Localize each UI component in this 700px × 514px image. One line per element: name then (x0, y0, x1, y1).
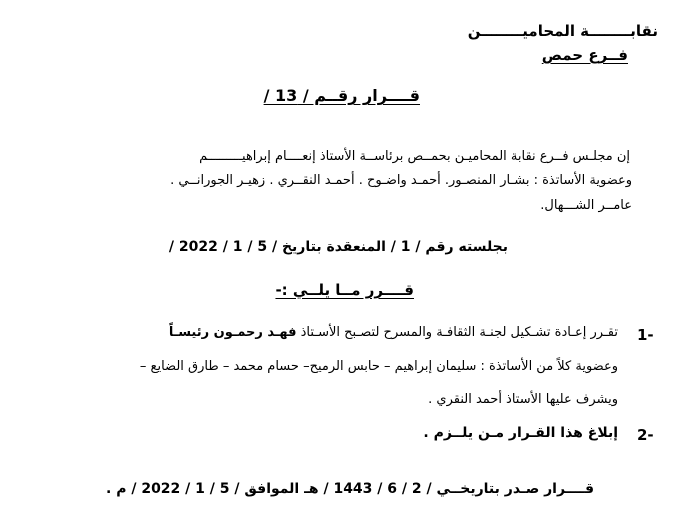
decided-heading: قــــرر مــا يلــي :- (275, 281, 414, 299)
item-1-number: 1- (637, 326, 654, 344)
item-2-number: 2- (637, 426, 654, 444)
item-2-text: إبلاغ هذا القـرار مـن يلــزم . (423, 425, 618, 441)
org-name: نقابــــــــة المحاميــــــــن (467, 22, 658, 40)
item-1-chair: فهـد رحمـون رئيسـاً (168, 325, 297, 340)
decision-title: قــــرار رقــم / 13 / (263, 86, 420, 105)
item-1-text: تقـرر إعـادة تشـكيل لجنـة الثقافـة والمسرح لتصـبح الأسـتاذ (300, 325, 618, 340)
preamble-line-2: وعضوية الأساتذة : بشـار المنصـور. أحمـد واضـوح . أحمـد النقــري . زهيـر الجورانــي . (170, 173, 632, 188)
preamble-line-3: عامــر الشـــهال. (540, 198, 632, 213)
session-line: بجلسته رقم / 1 / المنعقدة بتاريخ / 5 / 1 / 2022 / (168, 239, 508, 255)
item-1-line-2: وعضوية كلاً من الأساتذة : سليمان إبراهيم – حابس الرميح– حسام محمد – طارق الضايع – (139, 359, 618, 374)
branch-name: فــرع حمص (541, 46, 628, 64)
issue-date-line: قــــرار صـدر بتاريخــي / 2 / 6 / 1443 / هـ الموافق / 5 / 1 / 2022 / م . (106, 481, 594, 497)
item-1-line-3: ويشرف عليها الأستاذ أحمد النقري . (428, 392, 618, 407)
preamble-line-1: إن مجلـس فــرع نقابة المحاميـن بحمــص برئاســة الأستاذ إنعــــام إبراهيـــــــــم (199, 149, 630, 164)
item-1-line-1 (169, 326, 618, 339)
